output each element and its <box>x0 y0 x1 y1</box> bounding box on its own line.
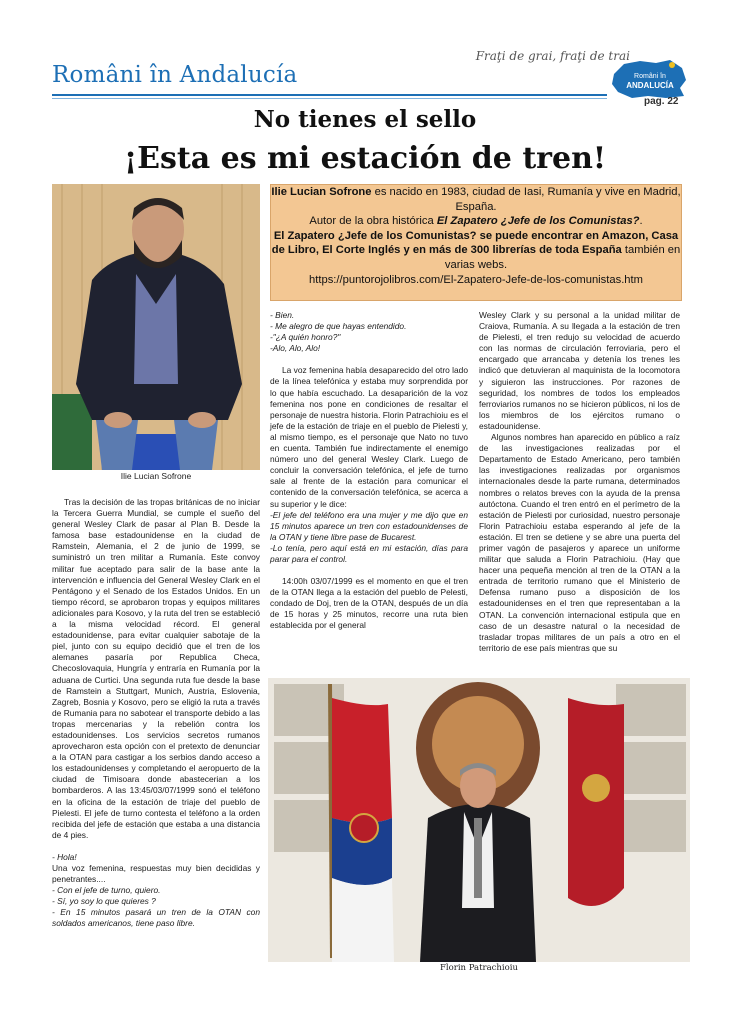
romania-map-logo <box>610 58 688 100</box>
author-work-pre: Autor de la obra histórica <box>309 215 437 228</box>
author-work-post: . <box>639 215 643 228</box>
book-url[interactable]: https://puntorojolibros.com/El-Zapatero-Jefe-de-los-comunistas.htm <box>309 273 643 286</box>
col1-dialogue: - Hola! <box>52 851 77 862</box>
book-title: El Zapatero ¿Jefe de los Comunistas? <box>436 215 640 228</box>
col3-paragraph: Algunos nombres han aparecido en público a raíz de las investigaciones realizadas por el Departamento de Estado Americano, pero también las investigaciones realizadas por organismos internacionales desde la parte rumana, determinados nombres o relatos breves con la ayuda de la prensa autóctona. Cuando el tren entró en el perímetro de la estación de Pielesti por curiosidad, nuestro personaje Florin Patrachioiu estaba esperando al jefe de la estación. El tren se detiene y se abre una puerta del primer vagón de pasajeros y aparece un uniforme militar que saluda a Florin Patrachioiu. (Hay que hacer una pequeña mención al tren de la OTAN a la entrada de territorio rumano que el Ministerio de Defensa rumano puso a disposición de los estadounidenses en el tren que representaban a la OTAN. La convención internacional estipula que en caso de un desastre natural o la necesidad de trasladar tropas militares de un país a otro en el territorio de ese país mientras que su <box>479 432 680 653</box>
availability-rest: también en varias webs. <box>444 244 681 271</box>
col1-paragraph: Tras la decisión de las tropas británicas de no iniciar la Tercera Guerra Mundial, se cumple el sueño del general Wesley Clark de pasar al Plan B. Desde la famosa base estadounidense en la ciudad de Ramstein, Alemania, el 2 de junio de 1999, se suministró un tren militar a Rumanía. Este convoy militar fue aceptado para salir de la base ante la intervención e influencia del General Wesley Clark en el Pentágono y el Senado de los Estados Unidos. En un tiempo récord, se aprobaron tropas y equipos militares adicionales para Kosovo, y la ruta del tren se estableció a la misma velocidad récord. El general estadounidense, para evitar cualquier sabotaje de la piel, junto con su equipo decidió que el tren de los alemanes pasaría por Republica Checa, Checoslovaquia, Hungría y entraría en Rumanía por la aduana de Curtici. Una segunda ruta fue desde la base de Ramstein a Stuttgart, Munich, Austria, Eslovenia, Zagreb, Bosnia y Kosovo, pero se eligió la ruta a través de Rumania para no sabotear el transporte debido a las tropas mercenarias y la rebelión contra los estadounidenses. Los servicios secretos rumanos aprovecharon esta opción con el pretexto de denunciar a la OTAN para castigar a los serbios dando acceso a los estadounidenses y completando el aeropuerto de la ciudad de Timisoara donde abastecerian a los bombarderos. A las 13:45/03/07/1999 sonó el teléfono en la oficina de la estación de triaje del pueblo de Pielesti. El jefe de turno contesta el teléfono a la orden recibida del jefe de estación que estaba a una distancia de 4 pies. <box>52 497 260 840</box>
col3-paragraph: Wesley Clark y su personal a la unidad militar de Craiova, Rumanía. A su llegada a la estación de tren de Pielesti, el tren redujo su velocidad de acuerdo con las normas de circulación ferroviaria, pero el encargado que arrancaba y detenía los trenes les indicó que detuvieran al maquinista de la locomotora y siguieron las instrucciones. Por razones de seguridad, los nombres de todos los empleados ferroviarios rumanos no se hicieron públicos, ni los de los miembros de los ejércitos rumano o estadounidense. <box>479 310 680 431</box>
article-kicker: No tienes el sello <box>253 106 477 133</box>
author-info-box <box>270 184 682 301</box>
col2-quote: -El jefe del teléfono era una mujer y me dijo que en 15 minutos aparece un tren con estadounidenses de la OTAN y tiene libre pase de Bucarest. <box>270 509 468 542</box>
column-1 <box>52 497 260 930</box>
col2-dialogue: - Bien. <box>270 310 295 320</box>
badge-line2: ANDALUCÍA <box>626 81 674 90</box>
column-2 <box>270 310 468 632</box>
photo2-caption: Florin Patrachioiu <box>440 963 518 973</box>
article-headline: ¡Esta es mi estación de tren! <box>123 141 607 176</box>
col2-dialogue: -"¿A quién honro?" <box>270 332 341 343</box>
col1-dialogue: - Sí, yo soy lo que quieres ? <box>52 896 156 907</box>
header-rule-thin <box>52 98 607 99</box>
masthead: Români în Andalucía <box>52 62 298 88</box>
col2-paragraph: 14:00h 03/07/1999 es el momento en que el tren de la OTAN llega a la estación del pueblo de Pelesti, condado de Doj, tren de la OTAN, después de un día de 15 horas y 25 minutos, recorre una ruta bien establecida por el general <box>270 576 468 631</box>
col2-quote: -Lo tenía, pero aquí está en mi estación, días para parar para el control. <box>270 542 468 564</box>
header-rule <box>52 94 607 96</box>
flag-dot-icon <box>669 62 675 68</box>
col1-dialogue: - Con el jefe de turno, quiero. <box>52 885 161 896</box>
col1-dialogue: Una voz femenina, respuestas muy bien decididas y penetrantes.... <box>52 863 260 885</box>
station-chief-photo <box>268 678 690 962</box>
badge-line1: Români în <box>634 73 666 80</box>
col2-paragraph: La voz femenina había desaparecido del otro lado de la línea telefónica y estaba muy sorprendida por lo que había escuchado. La desaparición de la voz femenina nos pone en condiciones de resaltar el personaje de nuestra historia. Florin Patrachioiu es el jefe de la estación de triaje en el pueblo de Pielesti y, al mismo tiempo, es el personaje que Nato no tuvo en cuenta. También fue indirectamente el enemigo número uno del general Wesley Clark. Luego de concluir la conversación telefónica, el jefe de turno sale al frente de la estación para comunicar el contenido de la conversación telefónica, se acerca a su superior y le dice: <box>270 365 468 509</box>
man-portrait-icon <box>52 184 260 470</box>
col1-dialogue: - En 15 minutos pasará un tren de la OTAN con soldados americanos, tiene paso libre. <box>52 907 260 929</box>
author-photo <box>52 184 260 470</box>
man-with-flags-icon <box>268 678 690 962</box>
author-bio: es nacido en 1983, ciudad de Iasi, Rumanía y vive en Madrid, España. <box>371 186 681 213</box>
availability-text: El Zapatero ¿Jefe de los Comunistas? se puede encontrar en Amazon, Casa de Libro, El Corte Inglés y en más de 300 librerías de toda España <box>271 229 679 257</box>
col2-dialogue: -Alo, Alo, Alo! <box>270 343 321 354</box>
column-3 <box>479 310 680 654</box>
photo1-caption: Ilie Lucian Sofrone <box>120 471 192 481</box>
author-name: Ilie Lucian Sofrone <box>271 186 372 198</box>
motto: Fraţi de grai, fraţi de trai <box>475 49 630 63</box>
page-number: pag. 22 <box>644 96 679 107</box>
col2-dialogue: - Me alegro de que hayas entendido. <box>270 321 407 332</box>
